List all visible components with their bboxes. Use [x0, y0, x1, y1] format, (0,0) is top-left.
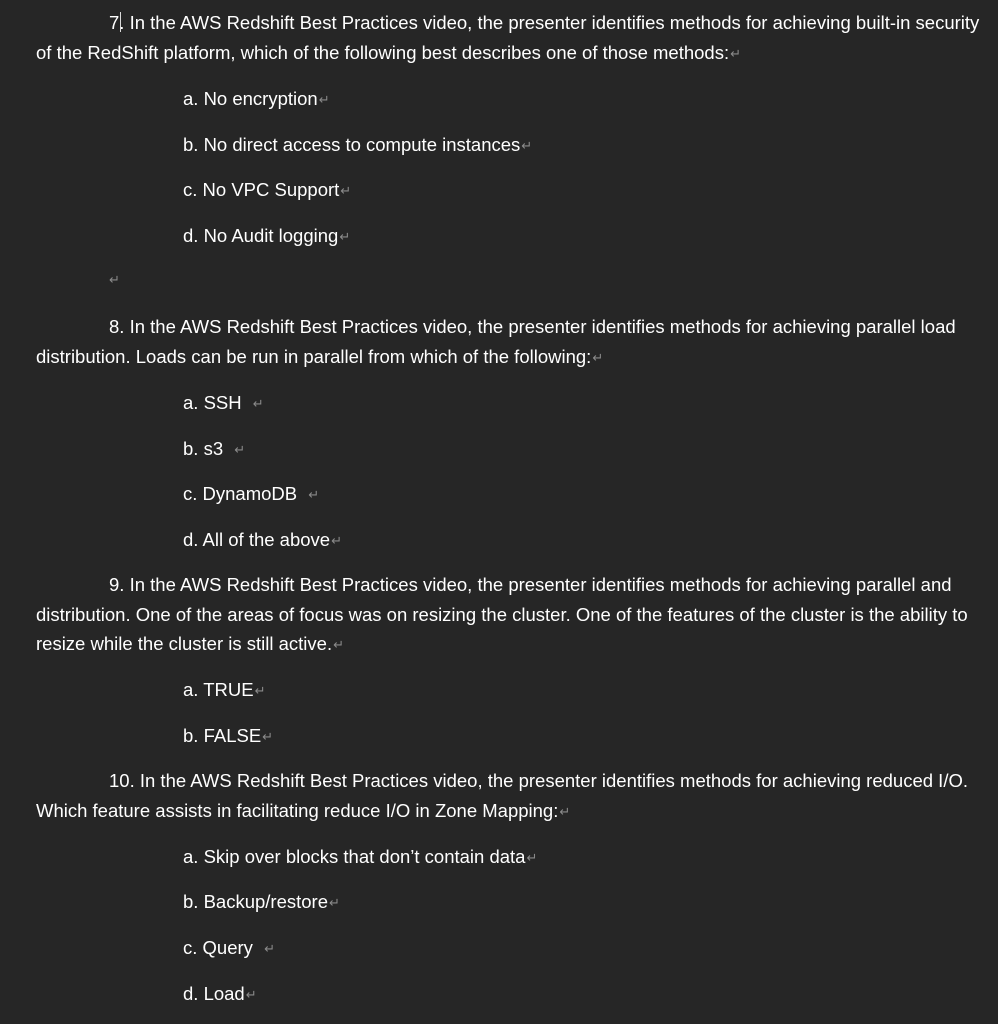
paragraph-mark-icon: ↵ — [521, 138, 533, 153]
option-item — [183, 87, 330, 112]
question-number: 8 — [109, 316, 120, 337]
question-number: 9 — [109, 574, 120, 595]
question-text: . In the AWS Redshift Best Practices video, the presenter identifies methods for achieving parallel and distribution. One of the areas of focus was on resizing the cluster. One of the features of the cluster is the ability to resize while the cluster is still active. — [36, 574, 968, 654]
paragraph-mark-icon: ↵ — [254, 683, 266, 698]
option-item — [183, 678, 266, 703]
empty-paragraph — [108, 272, 120, 290]
option-label: a. Skip over blocks that don’t contain data — [183, 846, 526, 867]
option-label: c. Query — [183, 937, 259, 958]
paragraph-mark-icon: ↵ — [592, 349, 604, 365]
paragraph-mark-icon: ↵ — [318, 92, 330, 107]
option-item — [183, 982, 257, 1007]
option-label: a. TRUE — [183, 679, 254, 700]
question-text: . In the AWS Redshift Best Practices video, the presenter identifies methods for achieving reduced I/O. Which feature assists in facilitating reduce I/O in Zone Mapping: — [36, 770, 968, 821]
paragraph-mark-icon: ↵ — [333, 637, 345, 652]
paragraph-mark-icon: ↵ — [252, 396, 264, 411]
option-item — [183, 178, 351, 203]
option-item — [183, 482, 319, 507]
paragraph-mark-icon: ↵ — [234, 442, 246, 457]
paragraph-mark-icon: ↵ — [109, 272, 120, 287]
option-label: a. SSH — [183, 392, 247, 413]
option-label: b. Backup/restore — [183, 891, 328, 912]
option-item — [183, 724, 273, 749]
paragraph-mark-icon: ↵ — [331, 533, 342, 548]
question-8 — [36, 312, 991, 372]
option-label: c. DynamoDB — [183, 483, 303, 504]
paragraph-mark-icon: ↵ — [308, 487, 320, 502]
paragraph-mark-icon: ↵ — [340, 183, 352, 198]
paragraph-mark-icon: ↵ — [730, 45, 742, 61]
question-number: 7 — [109, 12, 120, 33]
option-label: b. s3 — [183, 438, 229, 459]
option-item — [183, 528, 342, 553]
option-label: b. No direct access to compute instances — [183, 134, 521, 155]
option-label: d. No Audit logging — [183, 225, 339, 246]
option-label: c. No VPC Support — [183, 179, 340, 200]
question-text: . In the AWS Redshift Best Practices video, the presenter identifies methods for achieving parallel load distribution. Loads can be run in parallel from which of the following: — [36, 316, 956, 367]
paragraph-mark-icon: ↵ — [559, 803, 571, 819]
option-item — [183, 391, 264, 416]
option-item — [183, 133, 532, 158]
paragraph-mark-icon: ↵ — [329, 895, 340, 910]
option-item — [183, 890, 340, 915]
question-7 — [36, 8, 991, 68]
paragraph-mark-icon: ↵ — [526, 850, 538, 865]
option-item — [183, 845, 537, 870]
question-10 — [36, 766, 991, 826]
option-label: a. No encryption — [183, 88, 318, 109]
question-number: 10 — [109, 770, 130, 791]
option-item — [183, 224, 350, 249]
question-9 — [36, 570, 991, 660]
option-item — [183, 437, 245, 462]
option-label: b. FALSE — [183, 725, 262, 746]
option-label: d. All of the above — [183, 529, 331, 550]
option-label: d. Load — [183, 983, 245, 1004]
paragraph-mark-icon: ↵ — [339, 229, 351, 244]
question-text: . In the AWS Redshift Best Practices video, the presenter identifies methods for achieving built-in security of the RedShift platform, which of the following best describes one of those methods: — [36, 12, 980, 63]
paragraph-mark-icon: ↵ — [264, 941, 275, 956]
paragraph-mark-icon: ↵ — [262, 729, 274, 744]
paragraph-mark-icon: ↵ — [245, 987, 257, 1002]
option-item — [183, 936, 275, 961]
